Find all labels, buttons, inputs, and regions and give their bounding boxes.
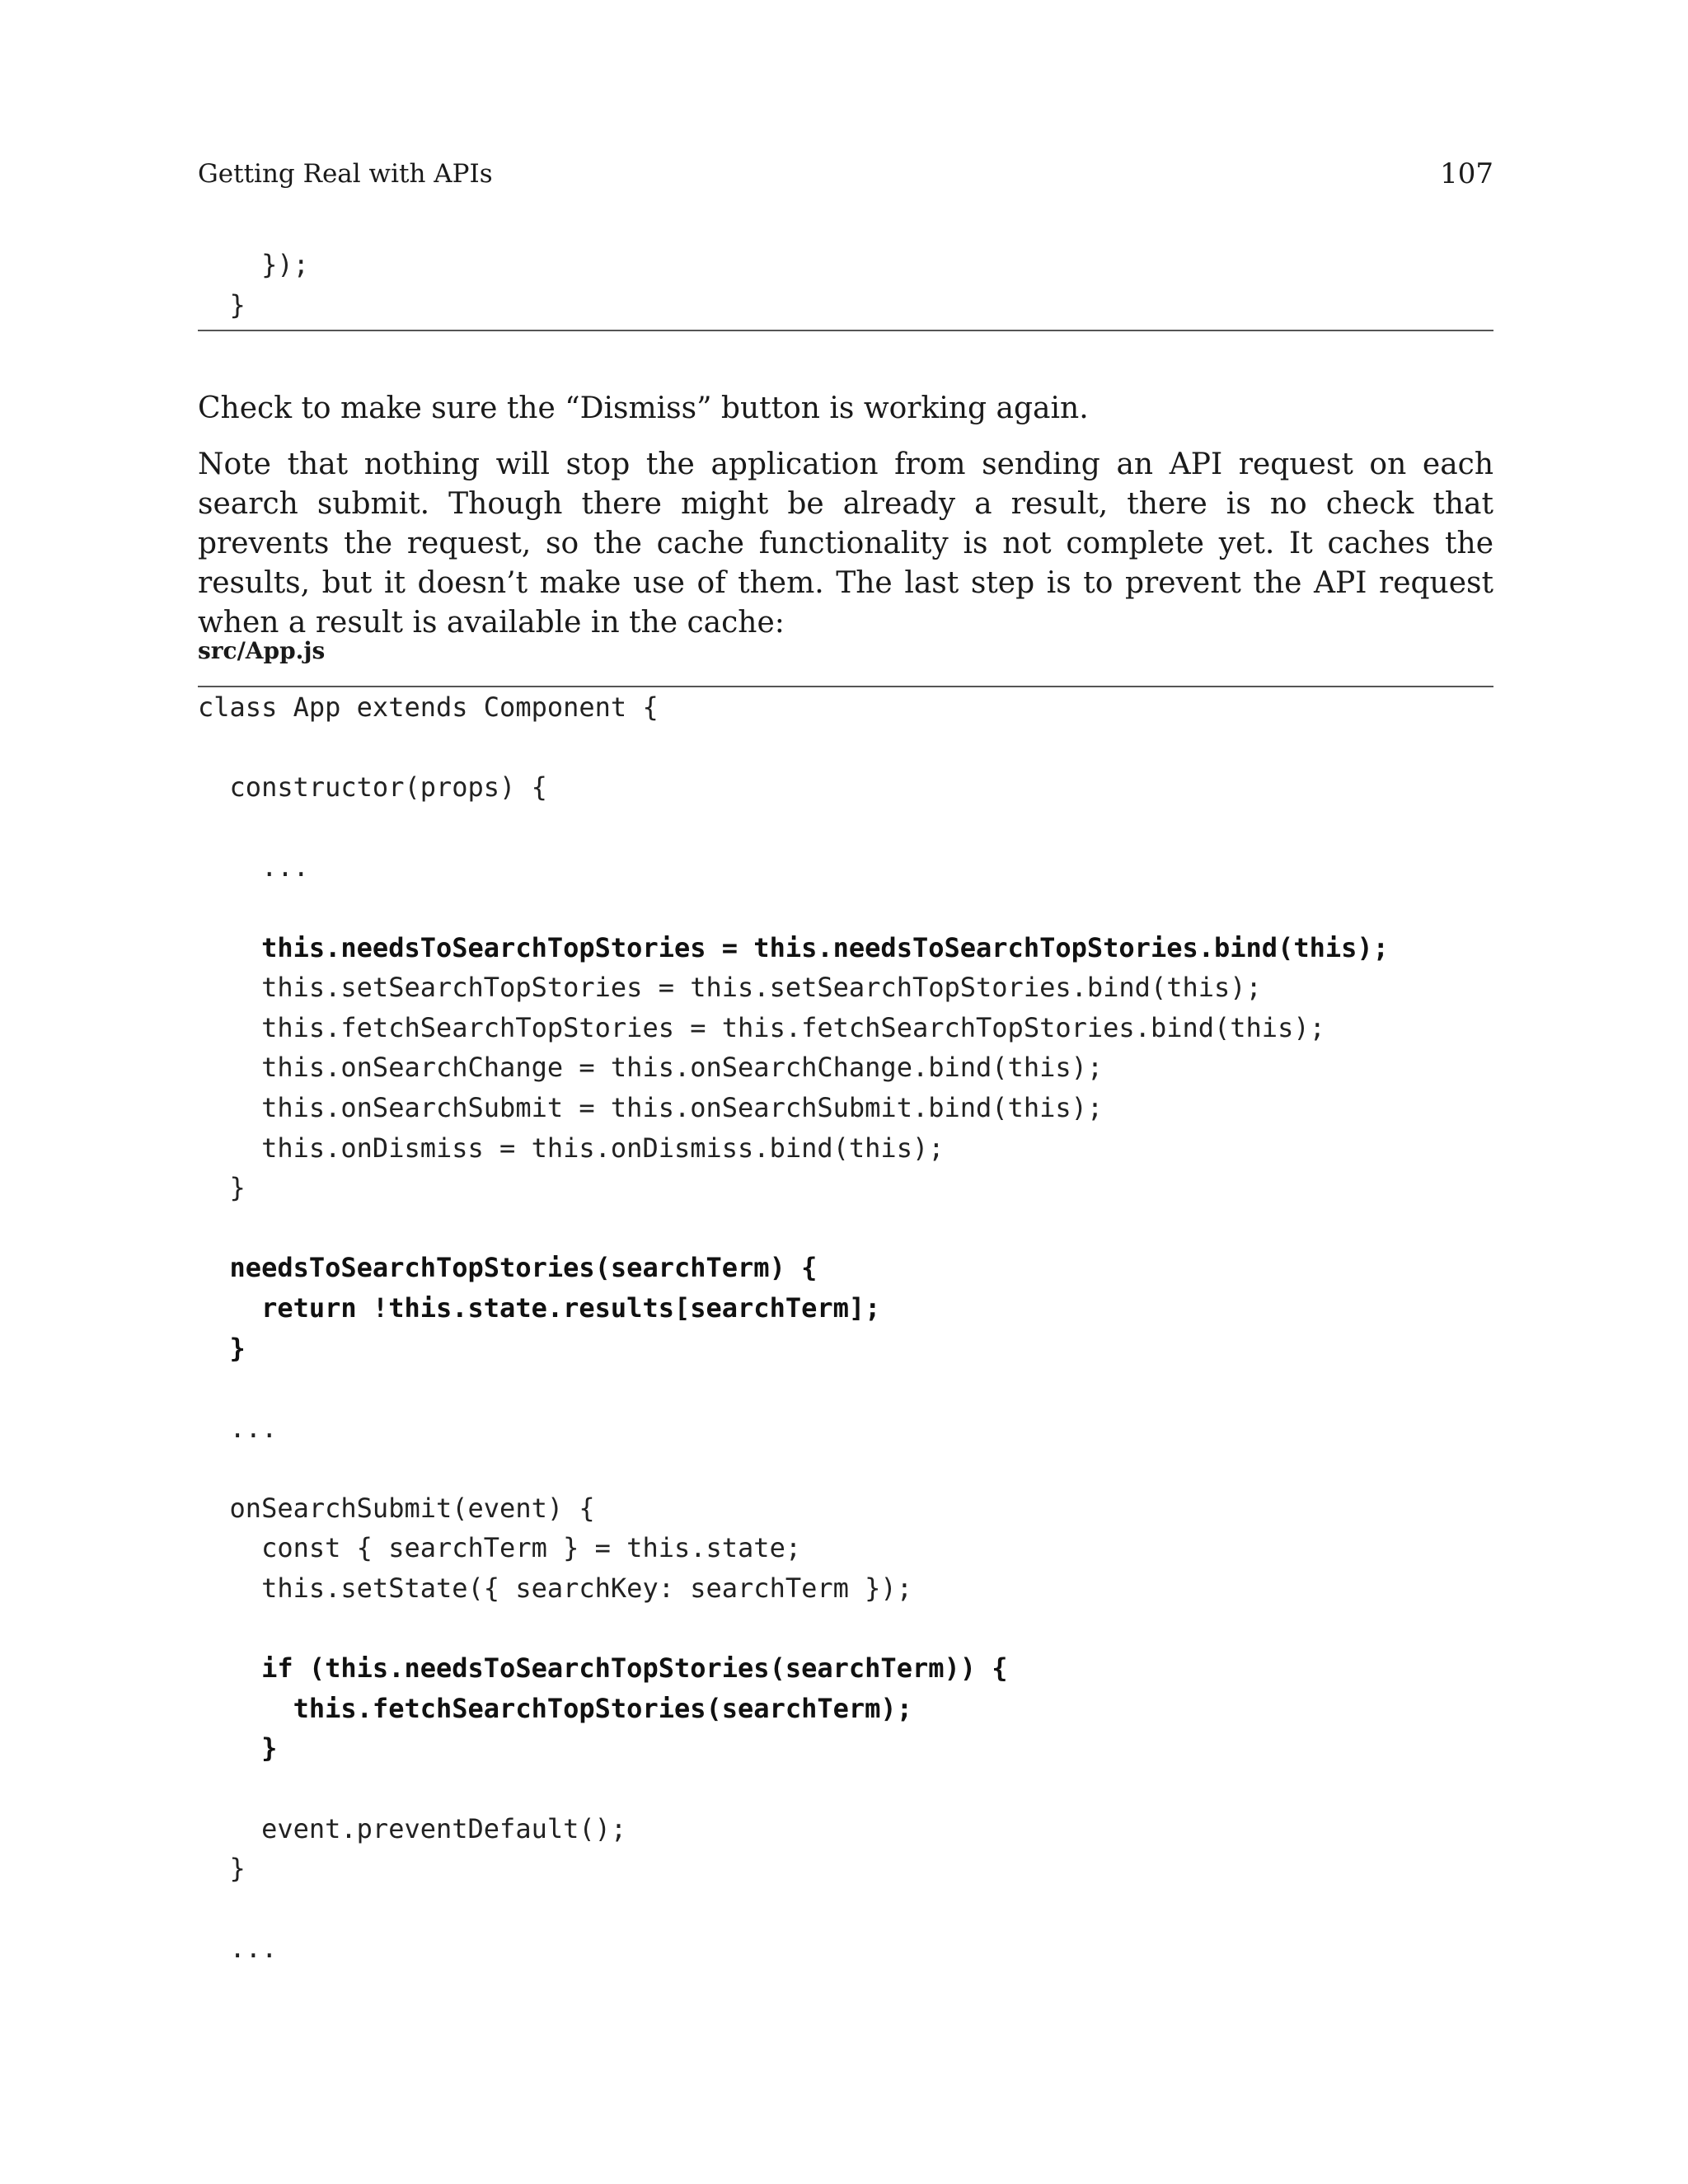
code-line: this.setState({ searchKey: searchTerm });: [198, 1572, 912, 1605]
code-line: [198, 1769, 1493, 1809]
code-line: [198, 1208, 1493, 1249]
code-block-continued: [198, 245, 1493, 325]
code-line: [198, 1889, 1493, 1929]
code-line: class App extends Component {: [198, 691, 659, 723]
code-line: needsToSearchTopStories(searchTerm) {: [198, 1252, 818, 1284]
code-filename: src/App.js: [198, 637, 326, 664]
code-line: }: [198, 1172, 246, 1204]
code-line: constructor(props) {: [198, 771, 547, 804]
code-line: });: [198, 249, 309, 280]
paragraph-cache-explanation: Note that nothing will stop the application from sending an API request on each search submit. Though there might be already a result, there is no check that prevents the request, so the cache functionality is not complete yet. It caches the results, but it doesn’t make use of them. The last step is to prevent the API request when a result is available in the cache:: [198, 448, 1493, 640]
code-line: [198, 1368, 1493, 1408]
code-line: ...: [198, 1933, 278, 1965]
code-line: [198, 728, 1493, 768]
paragraph-dismiss-check: Check to make sure the “Dismiss” button is working again.: [198, 391, 1089, 425]
code-line: this.onDismiss = this.onDismiss.bind(this);: [198, 1132, 945, 1164]
code-line: this.needsToSearchTopStories = this.needsToSearchTopStories.bind(this);: [198, 931, 1389, 963]
code-line: this.onSearchChange = this.onSearchChange.bind(this);: [198, 1052, 1104, 1084]
code-line: this.setSearchTopStories = this.setSearchTopStories.bind(this);: [198, 972, 1262, 1004]
code-line: [198, 808, 1493, 848]
code-line: [198, 1448, 1493, 1488]
code-line: [198, 1609, 1493, 1649]
code-line: onSearchSubmit(event) {: [198, 1492, 595, 1524]
code-line: return !this.state.results[searchTerm];: [198, 1291, 881, 1324]
page-header: [198, 153, 1493, 194]
code-line: this.fetchSearchTopStories(searchTerm);: [198, 1692, 912, 1724]
code-line: ...: [198, 1412, 278, 1444]
code-line: ...: [198, 851, 309, 883]
code-line: const { searchTerm } = this.state;: [198, 1532, 802, 1564]
code-line: this.onSearchSubmit = this.onSearchSubmit.bind(this);: [198, 1091, 1104, 1123]
code-line: }: [198, 1732, 278, 1765]
page-number: 107: [1440, 157, 1493, 190]
code-line: if (this.needsToSearchTopStories(searchTerm)) {: [198, 1652, 1008, 1685]
code-line: }: [198, 1332, 246, 1364]
code-line: }: [198, 288, 246, 321]
code-line: this.fetchSearchTopStories = this.fetchSearchTopStories.bind(this);: [198, 1011, 1325, 1043]
code-line: }: [198, 1853, 246, 1885]
code-block-app-js: [198, 687, 1493, 1969]
code-block-bottom-rule: [198, 330, 1493, 331]
code-line: [198, 888, 1493, 928]
chapter-title: Getting Real with APIs: [198, 159, 493, 189]
code-line: event.preventDefault();: [198, 1812, 627, 1844]
